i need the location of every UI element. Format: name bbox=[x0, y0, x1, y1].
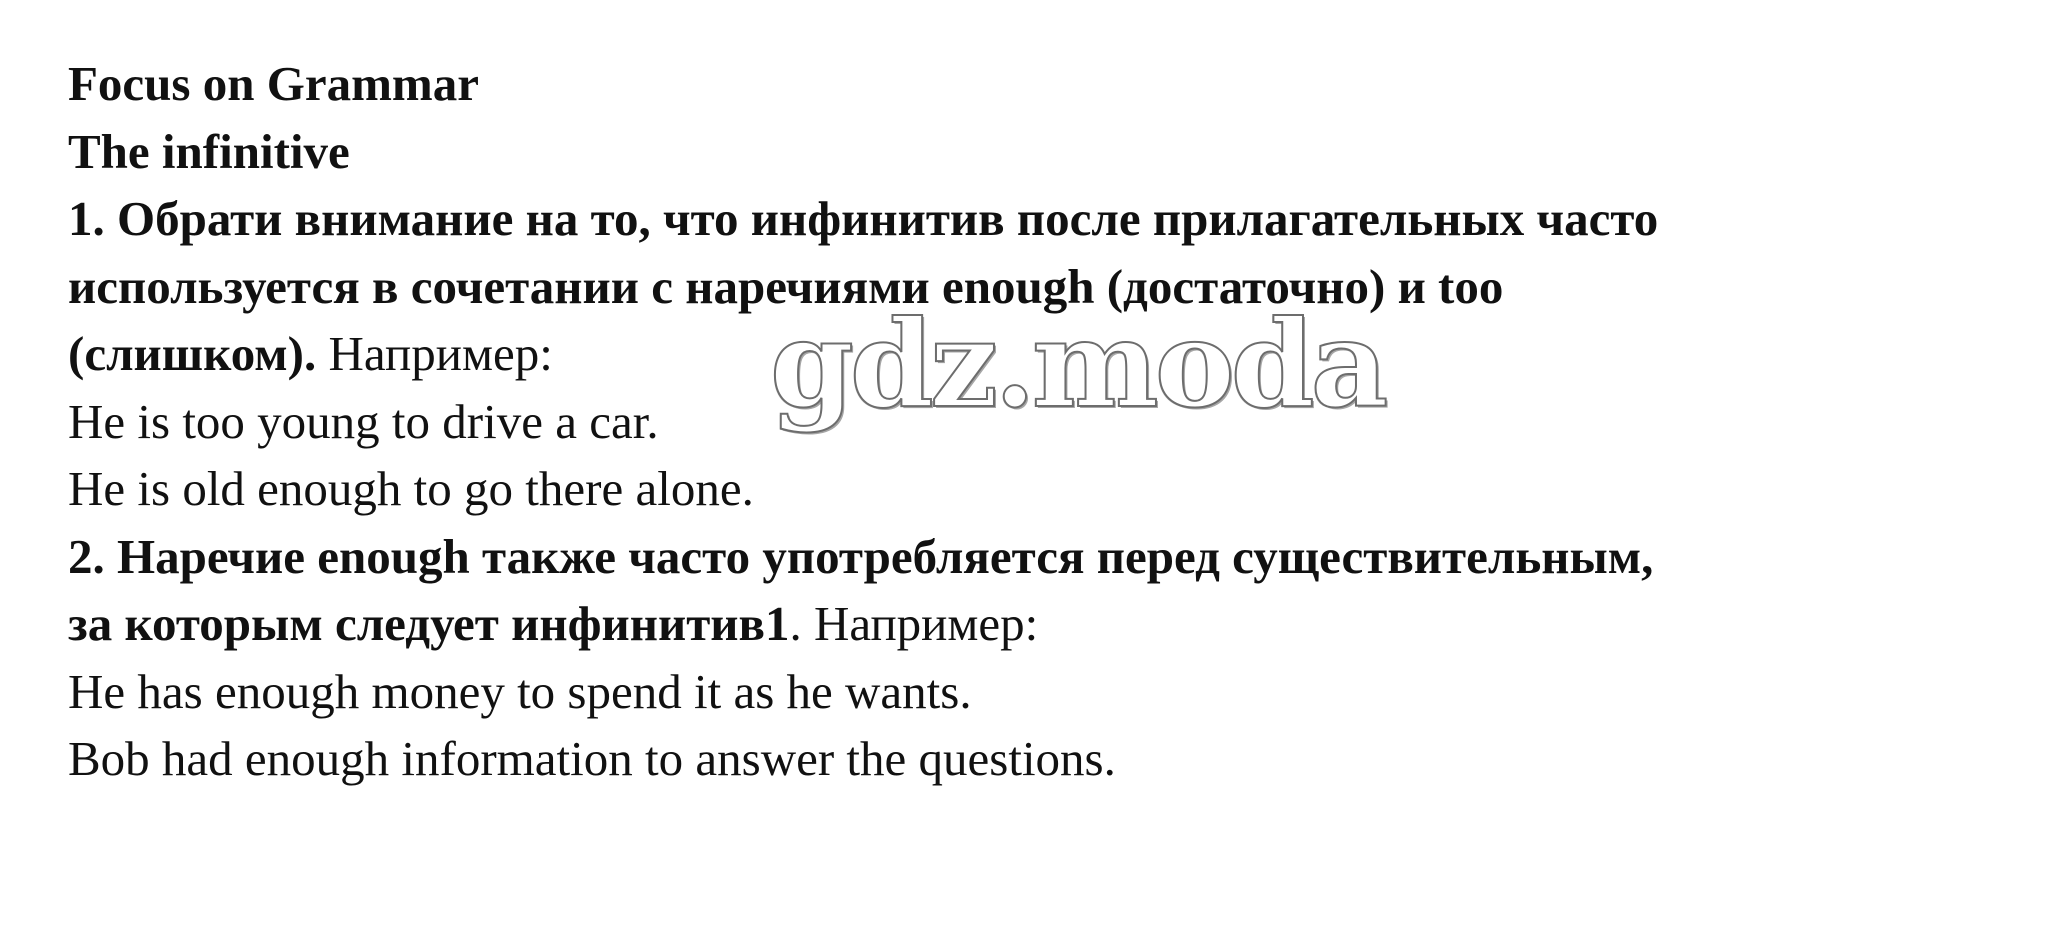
rule-1-line-3-normal: Например: bbox=[316, 326, 553, 381]
rule-1-line-2: используется в сочетании с наречиями enough (достаточно) и too bbox=[68, 258, 1504, 314]
section-subtitle: The infinitive bbox=[68, 123, 350, 179]
document-body bbox=[68, 50, 2028, 793]
example-sentence: Bob had enough information to answer the questions. bbox=[68, 731, 1116, 786]
rule-2-line-2 bbox=[68, 590, 2028, 658]
rule-1-line-3-bold: (слишком). bbox=[68, 326, 317, 381]
example-sentence: He is old enough to go there alone. bbox=[68, 461, 754, 516]
rule-2-line-2-bold: за которым следует инфинитив1 bbox=[68, 596, 790, 651]
watermark-logo: gdz.moda bbox=[770, 294, 1385, 435]
rule-1-line-3 bbox=[68, 320, 2028, 388]
example-sentence: He is too young to drive a car. bbox=[68, 393, 659, 449]
rule-1-line-1: 1. Обрати внимание на то, что инфинитив после прилагательных часто bbox=[68, 191, 1659, 246]
example-sentence: He has enough money to spend it as he wants. bbox=[68, 663, 972, 719]
rule-2-line-2-normal: . Например: bbox=[789, 596, 1039, 651]
rule-2-line-1: 2. Наречие enough также часто употребляется перед существительным, bbox=[68, 528, 1654, 584]
section-title: Focus on Grammar bbox=[68, 56, 479, 111]
